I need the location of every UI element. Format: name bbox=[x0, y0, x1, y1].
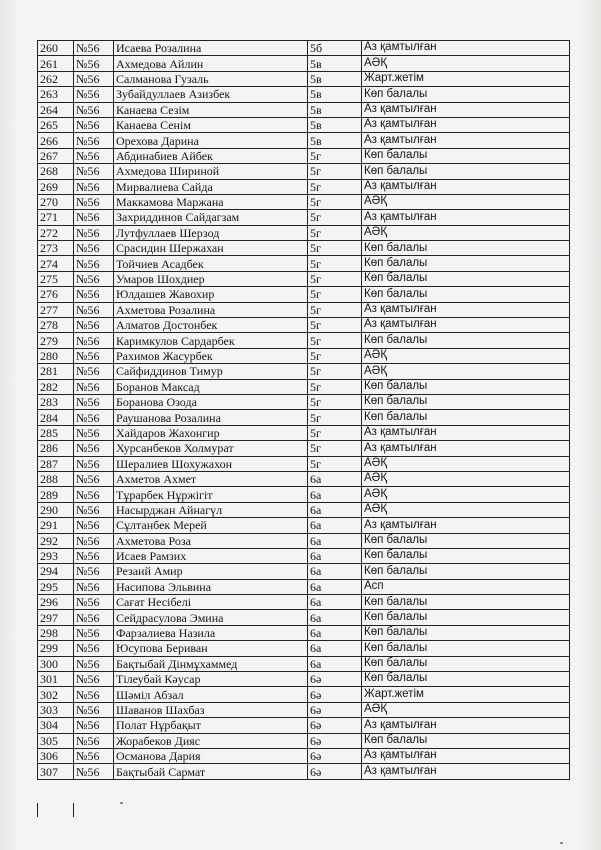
row-number-cell: 288 bbox=[38, 471, 74, 486]
table-row bbox=[38, 210, 570, 225]
school-number-cell: №56 bbox=[74, 687, 114, 702]
category-cell: Аз қамтылған bbox=[362, 41, 570, 56]
row-number-cell: 289 bbox=[38, 487, 74, 502]
student-name-cell: Канаева Сенім bbox=[114, 117, 308, 132]
class-cell: 6а bbox=[308, 641, 362, 656]
row-number-cell: 299 bbox=[38, 641, 74, 656]
student-name-cell: Резаий Амир bbox=[114, 564, 308, 579]
row-number-cell: 291 bbox=[38, 518, 74, 533]
category-cell: АӘҚ bbox=[362, 348, 570, 363]
table-row bbox=[38, 718, 570, 733]
school-number-cell: №56 bbox=[74, 164, 114, 179]
school-number-cell: №56 bbox=[74, 456, 114, 471]
row-number-cell: 292 bbox=[38, 533, 74, 548]
category-cell: Аз қамтылған bbox=[362, 102, 570, 117]
school-number-cell: №56 bbox=[74, 102, 114, 117]
school-number-cell: №56 bbox=[74, 533, 114, 548]
category-cell: Аз қамтылған bbox=[362, 117, 570, 132]
category-cell: АӘҚ bbox=[362, 225, 570, 240]
row-number-cell: 267 bbox=[38, 148, 74, 163]
table-row bbox=[38, 579, 570, 594]
category-cell: Көп балалы bbox=[362, 256, 570, 271]
row-number-cell: 294 bbox=[38, 564, 74, 579]
table-row bbox=[38, 241, 570, 256]
table-row bbox=[38, 672, 570, 687]
student-name-cell: Ахметова Роза bbox=[114, 533, 308, 548]
row-number-cell: 296 bbox=[38, 595, 74, 610]
table-row bbox=[38, 748, 570, 763]
school-number-cell: №56 bbox=[74, 210, 114, 225]
student-name-cell: Сағат Несібелі bbox=[114, 595, 308, 610]
table-row bbox=[38, 456, 570, 471]
student-name-cell: Орехова Дарина bbox=[114, 133, 308, 148]
class-cell: 5г bbox=[308, 164, 362, 179]
table-line-tail bbox=[37, 803, 38, 817]
class-cell: 5в bbox=[308, 102, 362, 117]
school-number-cell: №56 bbox=[74, 471, 114, 486]
row-number-cell: 266 bbox=[38, 133, 74, 148]
row-number-cell: 260 bbox=[38, 41, 74, 56]
table-row bbox=[38, 564, 570, 579]
table-row bbox=[38, 194, 570, 209]
row-number-cell: 261 bbox=[38, 56, 74, 71]
row-number-cell: 274 bbox=[38, 256, 74, 271]
category-cell: Аз қамтылған bbox=[362, 133, 570, 148]
school-number-cell: №56 bbox=[74, 672, 114, 687]
student-name-cell: Боранова Озода bbox=[114, 394, 308, 409]
row-number-cell: 268 bbox=[38, 164, 74, 179]
school-number-cell: №56 bbox=[74, 348, 114, 363]
category-cell: АӘҚ bbox=[362, 471, 570, 486]
school-number-cell: №56 bbox=[74, 518, 114, 533]
category-cell: АӘҚ bbox=[362, 364, 570, 379]
table-row bbox=[38, 148, 570, 163]
table-row bbox=[38, 117, 570, 132]
category-cell: Көп балалы bbox=[362, 164, 570, 179]
class-cell: 6а bbox=[308, 656, 362, 671]
category-cell: Жарт.жетім bbox=[362, 71, 570, 86]
category-cell: АӘҚ bbox=[362, 194, 570, 209]
category-cell: Аз қамтылған bbox=[362, 179, 570, 194]
row-number-cell: 273 bbox=[38, 241, 74, 256]
category-cell: Көп балалы bbox=[362, 241, 570, 256]
school-number-cell: №56 bbox=[74, 625, 114, 640]
category-cell: Көп балалы bbox=[362, 533, 570, 548]
table-body bbox=[38, 41, 570, 780]
class-cell: 5г bbox=[308, 456, 362, 471]
table-row bbox=[38, 164, 570, 179]
class-cell: 6а bbox=[308, 625, 362, 640]
row-number-cell: 298 bbox=[38, 625, 74, 640]
school-number-cell: №56 bbox=[74, 333, 114, 348]
class-cell: 5г bbox=[308, 241, 362, 256]
class-cell: 5г bbox=[308, 379, 362, 394]
row-number-cell: 265 bbox=[38, 117, 74, 132]
class-cell: 6а bbox=[308, 595, 362, 610]
student-name-cell: Раушанова Розалина bbox=[114, 410, 308, 425]
category-cell: Көп балалы bbox=[362, 610, 570, 625]
row-number-cell: 305 bbox=[38, 733, 74, 748]
school-number-cell: №56 bbox=[74, 764, 114, 779]
table-row bbox=[38, 271, 570, 286]
category-cell: Көп балалы bbox=[362, 333, 570, 348]
category-cell: Аз қамтылған bbox=[362, 441, 570, 456]
class-cell: 5г bbox=[308, 302, 362, 317]
scan-speck bbox=[560, 842, 563, 844]
row-number-cell: 293 bbox=[38, 548, 74, 563]
table-row bbox=[38, 548, 570, 563]
class-cell: 5г bbox=[308, 410, 362, 425]
class-cell: 5г bbox=[308, 271, 362, 286]
category-cell: АӘҚ bbox=[362, 502, 570, 517]
student-name-cell: Хурсанбеков Холмурат bbox=[114, 441, 308, 456]
row-number-cell: 279 bbox=[38, 333, 74, 348]
class-cell: 6ә bbox=[308, 748, 362, 763]
class-cell: 5г bbox=[308, 225, 362, 240]
school-number-cell: №56 bbox=[74, 148, 114, 163]
table-row bbox=[38, 256, 570, 271]
class-cell: 6ә bbox=[308, 702, 362, 717]
school-number-cell: №56 bbox=[74, 194, 114, 209]
student-name-cell: Тұрарбек Нұржігіт bbox=[114, 487, 308, 502]
row-number-cell: 276 bbox=[38, 287, 74, 302]
category-cell: Асп bbox=[362, 579, 570, 594]
class-cell: 6а bbox=[308, 533, 362, 548]
school-number-cell: №56 bbox=[74, 271, 114, 286]
student-name-cell: Бақтыбай Дінмұхаммед bbox=[114, 656, 308, 671]
student-name-cell: Сайфиддинов Тимур bbox=[114, 364, 308, 379]
row-number-cell: 301 bbox=[38, 672, 74, 687]
school-number-cell: №56 bbox=[74, 641, 114, 656]
table-row bbox=[38, 702, 570, 717]
category-cell: АӘҚ bbox=[362, 456, 570, 471]
class-cell: 6а bbox=[308, 548, 362, 563]
table-row bbox=[38, 394, 570, 409]
category-cell: Көп балалы bbox=[362, 564, 570, 579]
class-cell: 5г bbox=[308, 364, 362, 379]
row-number-cell: 264 bbox=[38, 102, 74, 117]
table-row bbox=[38, 487, 570, 502]
class-cell: 5г bbox=[308, 441, 362, 456]
student-name-cell: Бақтыбай Сармат bbox=[114, 764, 308, 779]
row-number-cell: 278 bbox=[38, 318, 74, 333]
student-name-cell: Шаванов Шахбаз bbox=[114, 702, 308, 717]
class-cell: 5в bbox=[308, 117, 362, 132]
category-cell: Жарт.жетім bbox=[362, 687, 570, 702]
category-cell: Аз қамтылған bbox=[362, 318, 570, 333]
class-cell: 6ә bbox=[308, 672, 362, 687]
table-row bbox=[38, 56, 570, 71]
student-name-cell: Насырджан Айнагүл bbox=[114, 502, 308, 517]
class-cell: 5г bbox=[308, 425, 362, 440]
class-cell: 5б bbox=[308, 41, 362, 56]
school-number-cell: №56 bbox=[74, 117, 114, 132]
class-cell: 6ә bbox=[308, 687, 362, 702]
student-name-cell: Хайдаров Жахонгир bbox=[114, 425, 308, 440]
category-cell: АӘҚ bbox=[362, 56, 570, 71]
school-number-cell: №56 bbox=[74, 71, 114, 86]
student-list-table bbox=[37, 40, 570, 780]
student-name-cell: Юлдашев Жавохир bbox=[114, 287, 308, 302]
table-row bbox=[38, 133, 570, 148]
student-name-cell: Ахмедова Айлин bbox=[114, 56, 308, 71]
class-cell: 5в bbox=[308, 133, 362, 148]
category-cell: Аз қамтылған bbox=[362, 718, 570, 733]
category-cell: Көп балалы bbox=[362, 148, 570, 163]
category-cell: Көп балалы bbox=[362, 641, 570, 656]
class-cell: 5г bbox=[308, 179, 362, 194]
table-row bbox=[38, 656, 570, 671]
student-name-cell: Каримкулов Сардарбек bbox=[114, 333, 308, 348]
student-name-cell: Насипова Эльвина bbox=[114, 579, 308, 594]
row-number-cell: 300 bbox=[38, 656, 74, 671]
class-cell: 5г bbox=[308, 256, 362, 271]
category-cell: Аз қамтылған bbox=[362, 302, 570, 317]
category-cell: Көп балалы bbox=[362, 394, 570, 409]
school-number-cell: №56 bbox=[74, 733, 114, 748]
class-cell: 5г bbox=[308, 194, 362, 209]
class-cell: 6а bbox=[308, 579, 362, 594]
class-cell: 6а bbox=[308, 610, 362, 625]
category-cell: АӘҚ bbox=[362, 702, 570, 717]
student-name-cell: Алматов Достонбек bbox=[114, 318, 308, 333]
student-name-cell: Исаев Рамзих bbox=[114, 548, 308, 563]
school-number-cell: №56 bbox=[74, 702, 114, 717]
row-number-cell: 277 bbox=[38, 302, 74, 317]
class-cell: 6а bbox=[308, 502, 362, 517]
table-row bbox=[38, 379, 570, 394]
school-number-cell: №56 bbox=[74, 441, 114, 456]
row-number-cell: 303 bbox=[38, 702, 74, 717]
school-number-cell: №56 bbox=[74, 364, 114, 379]
table-row bbox=[38, 502, 570, 517]
table-row bbox=[38, 610, 570, 625]
row-number-cell: 295 bbox=[38, 579, 74, 594]
table-row bbox=[38, 441, 570, 456]
table-row bbox=[38, 348, 570, 363]
category-cell: Аз қамтылған bbox=[362, 518, 570, 533]
row-number-cell: 284 bbox=[38, 410, 74, 425]
table-row bbox=[38, 733, 570, 748]
table-row bbox=[38, 471, 570, 486]
row-number-cell: 290 bbox=[38, 502, 74, 517]
table-row bbox=[38, 764, 570, 779]
category-cell: Көп балалы bbox=[362, 287, 570, 302]
row-number-cell: 272 bbox=[38, 225, 74, 240]
student-name-cell: Тілеубай Кәусар bbox=[114, 672, 308, 687]
table-row bbox=[38, 318, 570, 333]
school-number-cell: №56 bbox=[74, 256, 114, 271]
table-row bbox=[38, 533, 570, 548]
school-number-cell: №56 bbox=[74, 225, 114, 240]
category-cell: Көп балалы bbox=[362, 625, 570, 640]
school-number-cell: №56 bbox=[74, 302, 114, 317]
row-number-cell: 285 bbox=[38, 425, 74, 440]
table-row bbox=[38, 333, 570, 348]
student-name-cell: Захриддинов Сайдагзам bbox=[114, 210, 308, 225]
category-cell: Аз қамтылған bbox=[362, 764, 570, 779]
school-number-cell: №56 bbox=[74, 595, 114, 610]
category-cell: Аз қамтылған bbox=[362, 748, 570, 763]
class-cell: 5в bbox=[308, 71, 362, 86]
category-cell: Көп балалы bbox=[362, 87, 570, 102]
class-cell: 6а bbox=[308, 518, 362, 533]
school-number-cell: №56 bbox=[74, 487, 114, 502]
student-name-cell: Срасидин Шержахан bbox=[114, 241, 308, 256]
student-name-cell: Канаева Сезім bbox=[114, 102, 308, 117]
class-cell: 6ә bbox=[308, 764, 362, 779]
table-row bbox=[38, 225, 570, 240]
student-name-cell: Сейдрасулова Эмина bbox=[114, 610, 308, 625]
school-number-cell: №56 bbox=[74, 502, 114, 517]
student-name-cell: Рахимов Жасурбек bbox=[114, 348, 308, 363]
student-name-cell: Османова Дария bbox=[114, 748, 308, 763]
class-cell: 5г bbox=[308, 318, 362, 333]
table-row bbox=[38, 87, 570, 102]
row-number-cell: 271 bbox=[38, 210, 74, 225]
category-cell: Көп балалы bbox=[362, 656, 570, 671]
table-row bbox=[38, 625, 570, 640]
school-number-cell: №56 bbox=[74, 87, 114, 102]
student-name-cell: Шералиев Шохужахон bbox=[114, 456, 308, 471]
class-cell: 5г bbox=[308, 287, 362, 302]
table-row bbox=[38, 425, 570, 440]
student-name-cell: Шәміл Абзал bbox=[114, 687, 308, 702]
row-number-cell: 275 bbox=[38, 271, 74, 286]
row-number-cell: 270 bbox=[38, 194, 74, 209]
school-number-cell: №56 bbox=[74, 548, 114, 563]
class-cell: 6ә bbox=[308, 733, 362, 748]
school-number-cell: №56 bbox=[74, 379, 114, 394]
category-cell: Көп балалы bbox=[362, 271, 570, 286]
class-cell: 5г bbox=[308, 394, 362, 409]
school-number-cell: №56 bbox=[74, 610, 114, 625]
row-number-cell: 282 bbox=[38, 379, 74, 394]
class-cell: 6а bbox=[308, 564, 362, 579]
table-row bbox=[38, 641, 570, 656]
student-name-cell: Ахметов Ахмет bbox=[114, 471, 308, 486]
student-name-cell: Умаров Шохдиер bbox=[114, 271, 308, 286]
school-number-cell: №56 bbox=[74, 748, 114, 763]
student-name-cell: Ахметова Розалина bbox=[114, 302, 308, 317]
school-number-cell: №56 bbox=[74, 133, 114, 148]
school-number-cell: №56 bbox=[74, 656, 114, 671]
table-row bbox=[38, 71, 570, 86]
row-number-cell: 262 bbox=[38, 71, 74, 86]
student-name-cell: Мирвалиева Сайда bbox=[114, 179, 308, 194]
row-number-cell: 281 bbox=[38, 364, 74, 379]
table-row bbox=[38, 179, 570, 194]
class-cell: 5г bbox=[308, 348, 362, 363]
student-name-cell: Тойчиев Асадбек bbox=[114, 256, 308, 271]
student-name-cell: Боранов Максад bbox=[114, 379, 308, 394]
category-cell: Көп балалы bbox=[362, 379, 570, 394]
table-row bbox=[38, 287, 570, 302]
table-line-tail bbox=[73, 803, 74, 817]
class-cell: 6а bbox=[308, 487, 362, 502]
class-cell: 5г bbox=[308, 333, 362, 348]
category-cell: Көп балалы bbox=[362, 595, 570, 610]
scan-speck bbox=[120, 802, 123, 804]
table-row bbox=[38, 595, 570, 610]
category-cell: Көп балалы bbox=[362, 410, 570, 425]
table-row bbox=[38, 364, 570, 379]
student-name-cell: Фарзалиева Назила bbox=[114, 625, 308, 640]
school-number-cell: №56 bbox=[74, 718, 114, 733]
table-row bbox=[38, 41, 570, 56]
student-name-cell: Исаева Розалина bbox=[114, 41, 308, 56]
category-cell: Аз қамтылған bbox=[362, 210, 570, 225]
student-name-cell: Лутфуллаев Шерзод bbox=[114, 225, 308, 240]
row-number-cell: 306 bbox=[38, 748, 74, 763]
school-number-cell: №56 bbox=[74, 287, 114, 302]
category-cell: Аз қамтылған bbox=[362, 425, 570, 440]
school-number-cell: №56 bbox=[74, 56, 114, 71]
table-row bbox=[38, 102, 570, 117]
student-name-cell: Маккамова Маржана bbox=[114, 194, 308, 209]
school-number-cell: №56 bbox=[74, 179, 114, 194]
school-number-cell: №56 bbox=[74, 579, 114, 594]
category-cell: Көп балалы bbox=[362, 733, 570, 748]
table-row bbox=[38, 410, 570, 425]
row-number-cell: 307 bbox=[38, 764, 74, 779]
student-name-cell: Зубайдуллаев Азизбек bbox=[114, 87, 308, 102]
school-number-cell: №56 bbox=[74, 318, 114, 333]
category-cell: Көп балалы bbox=[362, 672, 570, 687]
class-cell: 5г bbox=[308, 148, 362, 163]
school-number-cell: №56 bbox=[74, 241, 114, 256]
school-number-cell: №56 bbox=[74, 394, 114, 409]
row-number-cell: 287 bbox=[38, 456, 74, 471]
category-cell: АӘҚ bbox=[362, 487, 570, 502]
class-cell: 5в bbox=[308, 87, 362, 102]
table-row bbox=[38, 518, 570, 533]
class-cell: 6а bbox=[308, 471, 362, 486]
student-name-cell: Абдинабиев Айбек bbox=[114, 148, 308, 163]
school-number-cell: №56 bbox=[74, 410, 114, 425]
category-cell: Көп балалы bbox=[362, 548, 570, 563]
student-name-cell: Полат Нұрбақыт bbox=[114, 718, 308, 733]
row-number-cell: 286 bbox=[38, 441, 74, 456]
school-number-cell: №56 bbox=[74, 425, 114, 440]
student-name-cell: Салманова Гузаль bbox=[114, 71, 308, 86]
row-number-cell: 297 bbox=[38, 610, 74, 625]
row-number-cell: 283 bbox=[38, 394, 74, 409]
class-cell: 5в bbox=[308, 56, 362, 71]
row-number-cell: 304 bbox=[38, 718, 74, 733]
row-number-cell: 269 bbox=[38, 179, 74, 194]
student-name-cell: Сұлтанбек Мерей bbox=[114, 518, 308, 533]
school-number-cell: №56 bbox=[74, 564, 114, 579]
table-row bbox=[38, 687, 570, 702]
class-cell: 6ә bbox=[308, 718, 362, 733]
row-number-cell: 280 bbox=[38, 348, 74, 363]
row-number-cell: 302 bbox=[38, 687, 74, 702]
table-row bbox=[38, 302, 570, 317]
student-name-cell: Ахмедова Шириной bbox=[114, 164, 308, 179]
school-number-cell: №56 bbox=[74, 41, 114, 56]
student-name-cell: Юсупова Бериван bbox=[114, 641, 308, 656]
row-number-cell: 263 bbox=[38, 87, 74, 102]
student-name-cell: Жорабеков Дияс bbox=[114, 733, 308, 748]
class-cell: 5г bbox=[308, 210, 362, 225]
